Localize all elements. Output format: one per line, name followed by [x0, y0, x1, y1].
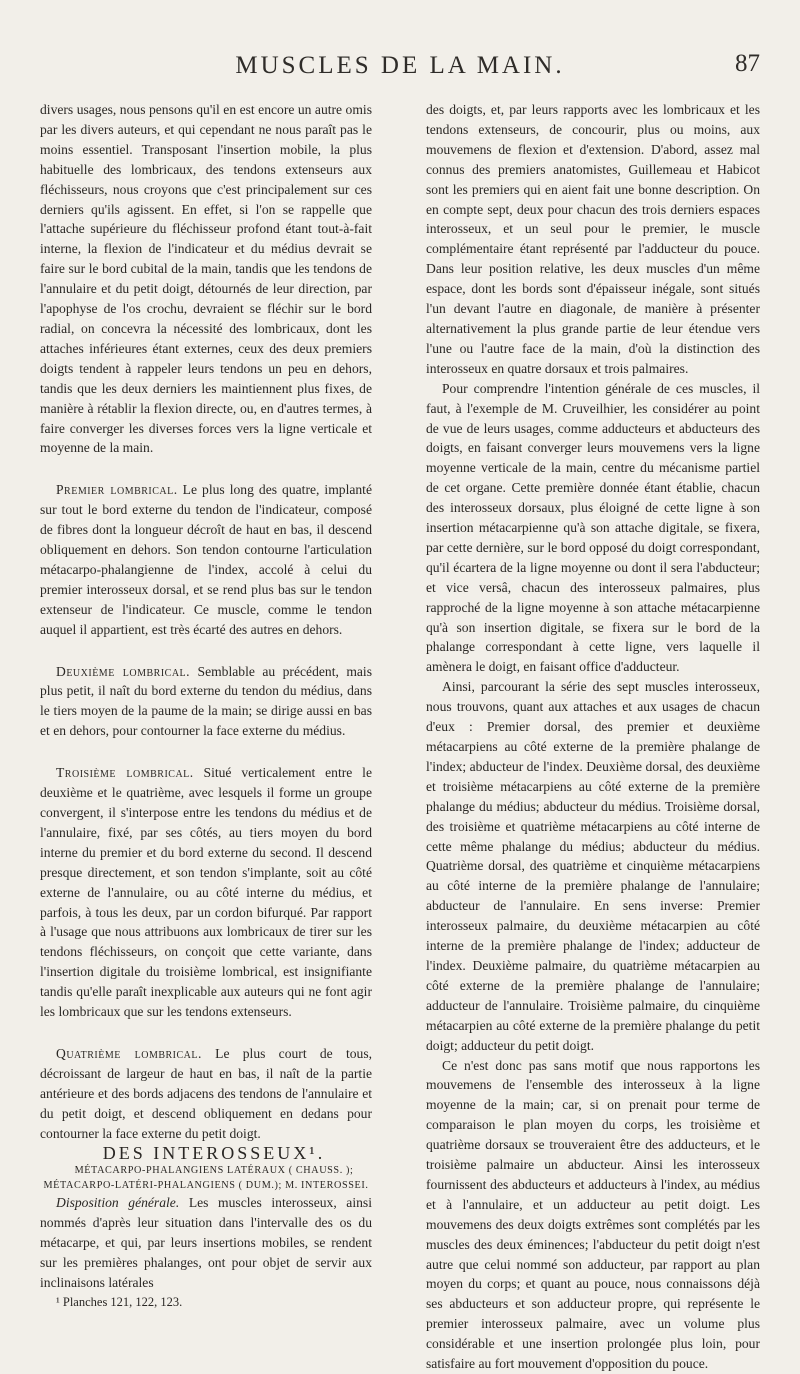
paragraph-quatrieme-lombrical: [40, 1044, 372, 1144]
text-premier-lombrical: Le plus long des quatre, implanté sur tout le bord externe du tendon de l'indicateur, composé de fibres dont la longueur décroît de haut en bas, il descend obliquement en dehors. Son tendon contourne l'articulation métacarpo-phalangienne de l'index, accolé à celui du premier interosseux dorsal, et se rend plus bas sur le tendon extenseur de l'indicateur. Ce muscle, comme le tendon auquel il appartient, est très écarté des autres en dehors.: [40, 482, 372, 636]
paragraph-troisieme-lombrical: [40, 763, 372, 1022]
paragraph-mouvements: Ce n'est donc pas sans motif que nous rapportons les mouvemens de l'ensemble des interosseux à la ligne moyenne de la main; car, si on prenait pour terme de comparaison le plan moyen du corps, les troisième et quatrième dorsaux se trouveraient être des adducteurs, et le troisième palmaire un abducteur. Ainsi les interosseux fournissent des abducteurs et adducteurs à l'index, au médius et à l'annulaire, et un adducteur au petit doigt. Les mouvemens des deux doigts extrêmes sont complétés par les muscles des deux éminences; l'abducteur du petit doigt n'est autre que celui nommé son adducteur, par rapport au plan moyen du corps; et quant au pouce, nous connaissons déjà ses abducteurs et son adducteur propre, qui représente le premier interosseux palmaire, avec un volume plus considérable et une insertion prolongée plus loin, pour satisfaire au fort mouvement d'opposition du pouce.: [426, 1056, 760, 1374]
text-disposition-generale: Les muscles interosseux, ainsi nommés d'après leur situation dans l'intervalle des os du métacarpe, et qui, par leurs insertions mobiles, se rendent sur les premières phalanges, ont pour objet de servir aux inclinaisons latérales: [40, 1195, 372, 1290]
paragraph-premier-lombrical: [40, 480, 372, 639]
text-quatrieme-lombrical: Le plus court de tous, décroissant de largeur de haut en bas, il naît de la partie antérieure et des bords adjacens des tendons de l'annulaire et du petit doigt, et descend obliquement en dedans pour contourner la face externe du petit doigt.: [40, 1046, 372, 1141]
paragraph-disposition-generale: [40, 1193, 372, 1293]
heading-deuxieme-lombrical: Deuxième lombrical.: [56, 664, 190, 679]
paragraph-lombricaux-usage: divers usages, nous pensons qu'il en est encore un autre omis par les divers auteurs, et qui cependant ne nous paraît pas le moins essentiel. Transposant l'insertion mobile, la plus habituelle des lombricaux, des tendons extenseurs aux fléchisseurs, nous croyons que c'est principalement sur ces derniers qu'ils agissent. En effet, si l'on se rappelle que l'attache supérieure du fléchisseur profond étant tout-à-fait interne, la flexion de l'indicateur et du médius devrait se faire sur le bord cubital de la main, tandis que les tendons de l'annulaire et du petit doigt, détournés de leur direction, par l'apophyse de l'os crochu, devraient se fléchir sur le bord radial, on concevra la nécessité des lombricaux, dont les attaches inférieures étant externes, ceux des deux premiers doigts tendent à rappeler leurs tendons un peu en dehors, tandis que les deux derniers les maintiennent plus fixes, de manière à rétablir la flexion directe, ou, en d'autres termes, à faire converger les diverses forces vers la ligne verticale et moyenne de la main.: [40, 100, 372, 458]
paragraph-interosseux-description: des doigts, et, par leurs rapports avec les lombricaux et les tendons extenseurs, de concourir, plus ou moins, aux mouvemens de flexion et d'extension. D'abord, assez mal connus des premiers anatomistes, Guillemeau et Habicot sont les premiers qui en aient fait une bonne description. On en compte sept, deux pour chacun des trois derniers espaces interosseux, et un seul pour le premier, le muscle complémentaire étant représenté par l'adducteur du pouce. Dans leur position relative, les deux muscles d'un même espace, dont les bords sont d'épaisseur inégale, sont situés l'un devant l'autre en diagonale, de manière à présenter alternativement la plus grande partie de leur étendue vers l'une ou l'autre face de la main, d'où la distinction des interosseux en quatre dorsaux et trois palmaires.: [426, 100, 760, 379]
page-header: [0, 50, 800, 90]
footnote: ¹ Planches 121, 122, 123.: [40, 1293, 372, 1313]
left-column: [40, 100, 372, 1313]
heading-premier-lombrical: Premier lombrical.: [56, 482, 178, 497]
section-subhead: MÉTACARPO-PHALANGIENS LATÉRAUX ( CHAUSS. ); MÉTACARPO-LATÉRI-PHALANGIENS ( DUM.); M. INTEROSSEI.: [40, 1163, 372, 1193]
running-title: MUSCLES DE LA MAIN.: [0, 52, 800, 80]
heading-troisieme-lombrical: Troisième lombrical.: [56, 765, 194, 780]
paragraph-serie-interosseux: Ainsi, parcourant la série des sept muscles interosseux, nous trouvons, quant aux attaches et aux usages de chacun d'eux : Premier dorsal, des premier et deuxième métacarpiens au côté externe de la première phalange de l'index; abducteur de l'index. Deuxième dorsal, des deuxième et troisième métacarpiens au côté externe de la première phalange du médius; abducteur du médius. Troisième dorsal, des troisième et quatrième métacarpiens au côté interne de cette même phalange du médius; abducteur du médius. Quatrième dorsal, des quatrième et cinquième métacarpiens au côté interne de la première phalange de l'annulaire; abducteur de l'annulaire. En sens inverse: Premier interosseux palmaire, du deuxième métacarpien au côté interne de la première phalange de l'index; adducteur de l'index. Deuxième palmaire, du quatrième métacarpien au côté externe de la première phalange de l'annulaire; adducteur de l'annulaire. Troisième palmaire, du cinquième métacarpien au côté externe de la première phalange du petit doigt; adducteur du petit doigt.: [426, 677, 760, 1055]
text-troisieme-lombrical: Situé verticalement entre le deuxième et le quatrième, avec lesquels il forme un groupe convergent, il s'interpose entre les tendons du médius et de l'annulaire, fixé, par ses côtés, au tiers moyen du bord interne du premier et du bord externe du second. Il descend presque directement, et son tendon s'implante, soit au côté externe de l'annulaire, ou au côté interne du médius, et parfois, à tous les deux, par un cordon bifurqué. Par rapport à l'usage que nous attribuons aux lombricaux de tirer sur les tendons fléchisseurs, on conçoit que cette variante, dans l'insertion digitale du troisième lombrical, est insignifiante tandis qu'elle paraît inexplicable aux auteurs qui ne font agir les lombricaux que sur les tendons extenseurs.: [40, 765, 372, 1019]
right-column: [426, 100, 760, 1374]
page-number: 87: [735, 50, 760, 78]
heading-disposition-generale: Disposition générale.: [56, 1195, 179, 1210]
section-title: DES INTEROSSEUX¹.: [40, 1144, 372, 1164]
paragraph-deuxieme-lombrical: [40, 662, 372, 742]
heading-quatrieme-lombrical: Quatrième lombrical.: [56, 1046, 202, 1061]
text-deuxieme-lombrical: Semblable au précédent, mais plus petit, il naît du bord externe du tendon du médius, dans le tiers moyen de la paume de la main; se dirige aussi en bas et en dehors, pour contourner la face externe du médius.: [40, 664, 372, 739]
paragraph-intention-generale: Pour comprendre l'intention générale de ces muscles, il faut, à l'exemple de M. Cruveilhier, les considérer au point de vue de leurs usages, comme adducteurs et abducteurs des doigts, en faisant converger leurs mouvemens vers la ligne moyenne verticale de la main, centre du mécanisme partiel de cet organe. Cette première donnée étant établie, chacun des interosseux dorsaux, plus éloigné de cette ligne à son insertion métacarpienne qu'à son attache digitale, se fixera, par cette dernière, sur le bord opposé du doigt correspondant, qu'il écartera de la ligne moyenne ou dont il sera l'abducteur; et vice versâ, chacun des interosseux palmaires, plus rapproché de la ligne moyenne à son attache métacarpienne qu'à son insertion digitale, se fixera sur le bord de la phalange correspondant à cette ligne, vers laquelle il amènera le doigt, en faisant office d'adducteur.: [426, 379, 760, 678]
